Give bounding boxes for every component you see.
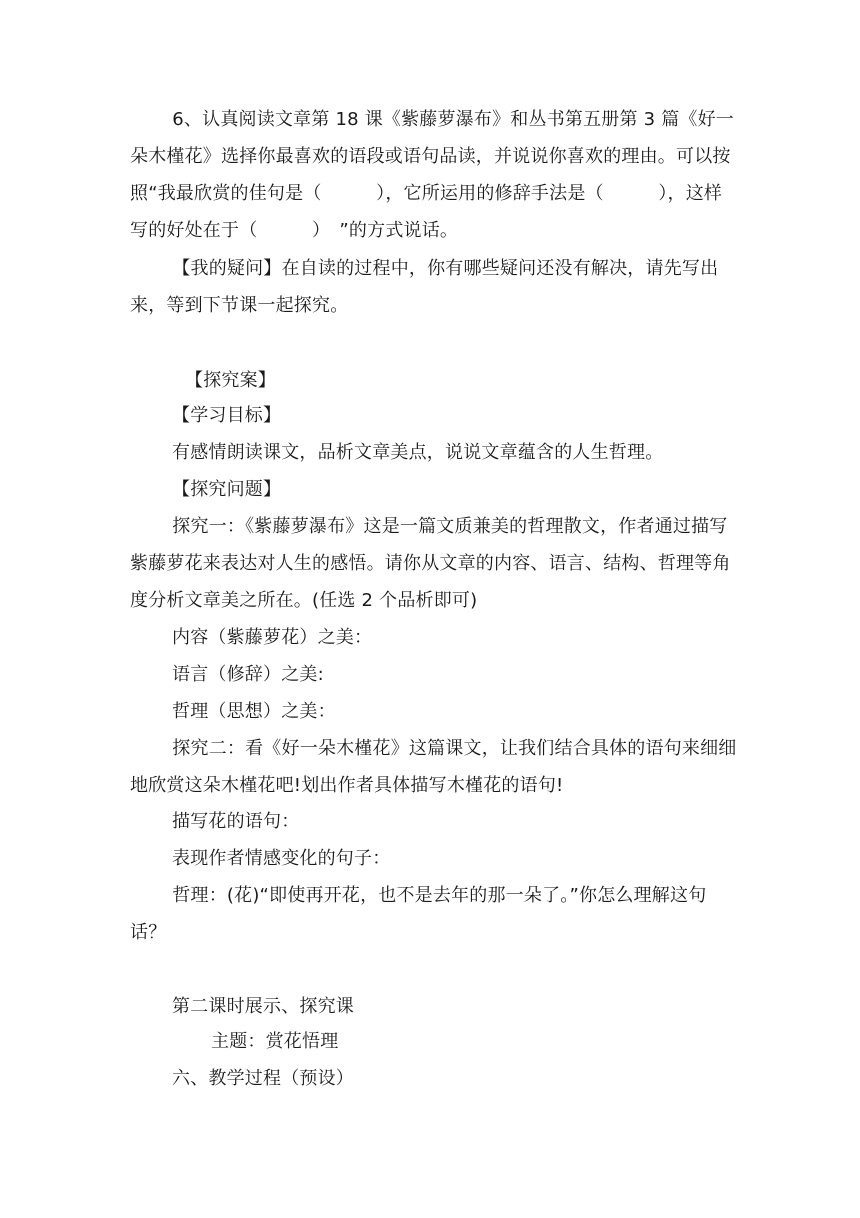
learning-goal-text: 有感情朗读课文，品析文章美点，说说文章蕴含的人生哲理。 — [172, 442, 664, 463]
explore-problem-heading: 【探究问题】 — [172, 479, 282, 500]
lesson-two-heading: 第二课时展示、探究课 — [172, 996, 354, 1017]
philosophy-question-paragraph: 哲理：(花)“即使再开花，也不是去年的那一朵了。”你怎么理解这句话？ — [130, 885, 707, 943]
emotion-sentences-line: 表现作者情感变化的句子： — [172, 848, 391, 869]
my-doubt-paragraph: 【我的疑问】在自读的过程中，你有哪些疑问还没有解决，请先写出来，等到下节课一起探究。 — [130, 258, 719, 316]
theme-line: 主题：赏花悟理 — [211, 1031, 339, 1052]
explore-two-paragraph: 探究二：看《好一朵木槿花》这篇课文，让我们结合具体的语句来细细地欣赏这朵木槿花吧!划出作者具体描写木槿花的语句! — [130, 738, 737, 796]
learning-goal-heading: 【学习目标】 — [172, 405, 282, 426]
explore-one-paragraph: 探究一：《紫藤萝瀑布》这是一篇文质兼美的哲理散文，作者通过描写紫藤萝花来表达对人生的感悟。请你从文章的内容、语言、结构、哲理等角度分析文章美之所在。(任选 2 个品析即可) — [130, 516, 731, 611]
flower-sentences-line: 描写花的语句： — [172, 811, 300, 832]
explore-plan-heading: 【探究案】 — [185, 370, 276, 391]
language-beauty-line: 语言（修辞）之美: — [172, 664, 324, 685]
teaching-process-heading: 六、教学过程（预设） — [172, 1068, 354, 1089]
content-beauty-line: 内容（紫藤萝花）之美： — [172, 627, 373, 648]
philosophy-beauty-line: 哲理（思想）之美： — [172, 701, 336, 722]
question-6-paragraph: 6、认真阅读文章第 18 课《紫藤萝瀑布》和丛书第五册第 3 篇《好一朵木槿花》选择你最喜欢的语段或语句品读，并说说你喜欢的理由。可以按照“我最欣赏的佳句是（ ），它所运用的修辞手法是（ ），这样写的好处在于（ ） ”的方式说话。 — [130, 109, 734, 241]
